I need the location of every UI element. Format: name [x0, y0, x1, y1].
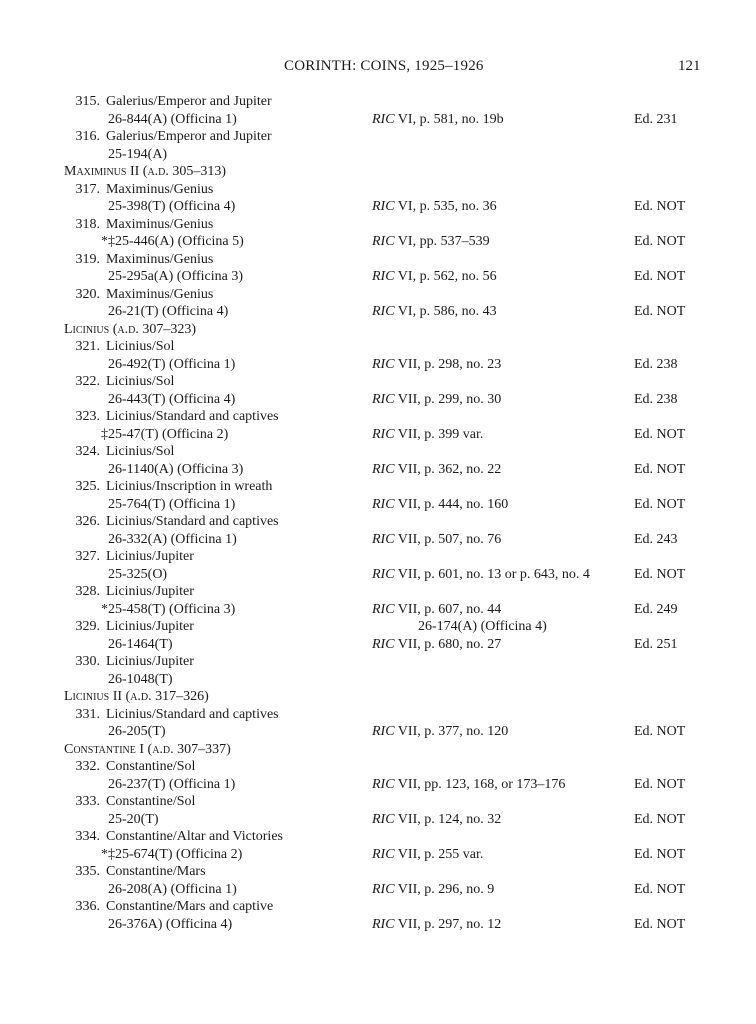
ruler-dates: (a.d. 305–313) — [142, 164, 227, 179]
ruler-name: Maximinus II — [64, 164, 140, 179]
entry-description: Licinius/Standard and captives — [106, 514, 279, 529]
reference-series: RIC — [372, 881, 395, 897]
entry-number: 332. — [75, 759, 100, 774]
catalogue-entry — [0, 181, 756, 216]
ruler-heading — [64, 163, 756, 181]
entry-number: 323. — [75, 409, 100, 424]
inventory-number: 25-295a(A) (Officina 3) — [108, 269, 244, 284]
catalogue-entry — [0, 443, 756, 478]
ruler-dates: (a.d. 307–337) — [147, 741, 231, 757]
catalogue-entry — [0, 653, 756, 688]
entry-number: 316. — [75, 129, 100, 144]
inventory-number: 25-325(O) — [108, 566, 168, 582]
entry-number: 326. — [75, 514, 100, 529]
edwards-reference: Ed. NOT — [634, 811, 686, 827]
entry-description: Licinius/Jupiter — [106, 584, 194, 599]
entry-number: 329. — [75, 619, 100, 634]
catalogue-entry — [0, 216, 756, 251]
entry-description: Maximinus/Genius — [106, 286, 214, 302]
catalogue-entry — [0, 758, 756, 793]
catalogue-entry — [0, 706, 756, 741]
entry-description: Licinius/Standard and captives — [106, 706, 279, 722]
entry-number: 327. — [75, 549, 100, 564]
reference-text: VI, p. 581, no. 19b — [394, 111, 504, 127]
coin-catalogue — [0, 93, 756, 933]
inventory-number: 26-237(T) (Officina 1) — [108, 776, 236, 792]
entry-description: Galerius/Emperor and Jupiter — [106, 94, 272, 109]
reference-series: RIC — [372, 304, 395, 319]
edwards-reference: Ed. NOT — [634, 496, 686, 512]
edwards-reference: Ed. NOT — [634, 269, 686, 284]
catalogue-entry — [0, 128, 756, 163]
reference-series: RIC — [372, 356, 395, 372]
entry-description: Constantine/Sol — [106, 759, 196, 774]
entry-number: 320. — [75, 286, 100, 302]
reference-series: RIC — [372, 531, 395, 547]
edwards-reference: Ed. NOT — [634, 566, 686, 582]
inventory-number: 25-764(T) (Officina 1) — [108, 496, 236, 512]
inventory-number: 26-208(A) (Officina 1) — [108, 881, 237, 897]
entry-number: 333. — [75, 794, 100, 809]
edwards-reference: Ed. 249 — [634, 601, 678, 617]
edwards-reference: Ed. 238 — [634, 356, 678, 372]
reference-series: RIC — [372, 234, 395, 249]
entry-number: 331. — [75, 706, 100, 722]
inventory-number: *25-458(T) (Officina 3) — [101, 601, 236, 617]
entry-description: Maximinus/Genius — [106, 251, 214, 267]
reference-series: RIC — [372, 811, 395, 827]
catalogue-entry — [0, 548, 756, 583]
reference-series: RIC — [372, 636, 395, 652]
inventory-number: 26-443(T) (Officina 4) — [108, 391, 236, 407]
edwards-reference: Ed. NOT — [634, 461, 686, 477]
entry-description: Constantine/Sol — [106, 794, 196, 809]
reference-text: VII, p. 296, no. 9 — [394, 881, 495, 897]
reference-text: VI, pp. 537–539 — [394, 234, 490, 249]
inventory-number: 26-332(A) (Officina 1) — [108, 531, 237, 547]
catalogue-entry — [0, 898, 756, 933]
reference-series: RIC — [372, 566, 395, 582]
entry-description: Licinius/Sol — [106, 444, 175, 459]
entry-description: Galerius/Emperor and Jupiter — [106, 129, 272, 144]
edwards-reference: Ed. NOT — [634, 776, 686, 792]
catalogue-entry — [0, 513, 756, 548]
ruler-dates: (a.d. 317–326) — [125, 689, 209, 704]
edwards-reference: Ed. NOT — [634, 426, 686, 442]
entry-number: 322. — [75, 374, 100, 389]
reference-text: VII, p. 298, no. 23 — [394, 356, 502, 372]
catalogue-entry — [0, 618, 756, 653]
entry-number: 321. — [75, 339, 100, 354]
reference-series: RIC — [372, 496, 395, 512]
reference-text: VI, p. 562, no. 56 — [394, 269, 497, 284]
entry-description: Constantine/Mars and captive — [106, 899, 274, 914]
entry-description: Maximinus/Genius — [106, 216, 214, 232]
reference-series: RIC — [372, 391, 395, 407]
reference-text: VII, p. 299, no. 30 — [394, 391, 502, 407]
page-header — [0, 58, 756, 78]
reference-series: RIC — [372, 199, 395, 214]
inventory-number: *‡25-674(T) (Officina 2) — [101, 846, 243, 862]
reference-additional: 26-174(A) (Officina 4) — [418, 619, 547, 634]
entry-number: 335. — [75, 864, 100, 879]
edwards-reference: Ed. 251 — [634, 636, 678, 652]
inventory-number: 25-398(T) (Officina 4) — [108, 199, 236, 214]
reference-text: VII, p. 362, no. 22 — [394, 461, 502, 477]
catalogue-entry — [0, 408, 756, 443]
reference-series: RIC — [372, 269, 395, 284]
ruler-name: Licinius II — [64, 689, 123, 704]
entry-description: Licinius/Sol — [106, 339, 175, 354]
ruler-heading — [64, 741, 756, 759]
entry-number: 315. — [75, 94, 100, 109]
reference-text: VII, p. 680, no. 27 — [394, 636, 502, 652]
reference-series: RIC — [372, 426, 395, 442]
inventory-number: 26-492(T) (Officina 1) — [108, 356, 236, 372]
reference-text: VII, p. 607, no. 44 — [394, 601, 502, 617]
entry-description: Licinius/Jupiter — [106, 619, 194, 634]
entry-description: Constantine/Altar and Victories — [106, 829, 283, 844]
edwards-reference: Ed. NOT — [634, 916, 686, 932]
edwards-reference: Ed. NOT — [634, 724, 686, 739]
edwards-reference: Ed. NOT — [634, 881, 686, 897]
reference-series: RIC — [372, 916, 395, 932]
inventory-number: *‡25-446(A) (Officina 5) — [101, 234, 244, 249]
edwards-reference: Ed. 243 — [634, 531, 678, 547]
inventory-number: 25-194(A) — [108, 146, 168, 162]
catalogue-entry — [0, 338, 756, 373]
entry-description: Licinius/Jupiter — [106, 654, 194, 669]
inventory-number: 26-376A) (Officina 4) — [108, 916, 233, 932]
ruler-dates: (a.d. 307–323) — [112, 321, 196, 337]
catalogue-entry — [0, 373, 756, 408]
edwards-reference: Ed. NOT — [634, 846, 686, 862]
inventory-number: 26-205(T) — [108, 724, 166, 739]
entry-number: 318. — [75, 216, 100, 232]
entry-number: 328. — [75, 584, 100, 599]
reference-series: RIC — [372, 111, 395, 127]
reference-text: VI, p. 535, no. 36 — [394, 199, 497, 214]
reference-text: VII, p. 444, no. 160 — [394, 496, 509, 512]
inventory-number: 26-844(A) (Officina 1) — [108, 111, 237, 127]
entry-number: 330. — [75, 654, 100, 669]
running-title: CORINTH: COINS, 1925–1926 — [284, 58, 484, 74]
catalogue-entry — [0, 828, 756, 863]
inventory-number: 25-20(T) — [108, 811, 159, 827]
ruler-heading — [64, 688, 756, 706]
edwards-reference: Ed. 238 — [634, 391, 678, 407]
inventory-number: 26-1048(T) — [108, 671, 173, 687]
reference-text: VII, p. 124, no. 32 — [394, 811, 502, 827]
ruler-name: Licinius — [64, 321, 110, 337]
inventory-number: 26-1140(A) (Officina 3) — [108, 461, 244, 477]
reference-text: VII, p. 399 var. — [394, 426, 484, 442]
catalogue-entry — [0, 478, 756, 513]
inventory-number: 26-1464(T) — [108, 636, 173, 652]
catalogue-entry — [0, 286, 756, 321]
entry-number: 319. — [75, 251, 100, 267]
catalogue-entry — [0, 93, 756, 128]
reference-text: VII, p. 507, no. 76 — [394, 531, 502, 547]
reference-series: RIC — [372, 846, 395, 862]
edwards-reference: Ed. NOT — [634, 234, 686, 249]
entry-number: 317. — [75, 181, 100, 197]
page-number: 121 — [678, 58, 701, 74]
catalogue-entry — [0, 793, 756, 828]
entry-description: Licinius/Jupiter — [106, 549, 194, 564]
entry-number: 336. — [75, 899, 100, 914]
catalogue-entry — [0, 251, 756, 286]
reference-series: RIC — [372, 776, 395, 792]
reference-text: VI, p. 586, no. 43 — [394, 304, 497, 319]
reference-text: VII, pp. 123, 168, or 173–176 — [394, 776, 566, 792]
edwards-reference: Ed. NOT — [634, 304, 686, 319]
entry-description: Licinius/Standard and captives — [106, 409, 279, 424]
entry-number: 325. — [75, 479, 100, 494]
catalogue-entry — [0, 863, 756, 898]
entry-number: 324. — [75, 444, 100, 459]
reference-text: VII, p. 377, no. 120 — [394, 724, 509, 739]
entry-description: Constantine/Mars — [106, 864, 206, 879]
ruler-heading — [64, 321, 756, 339]
edwards-reference: Ed. 231 — [634, 111, 678, 127]
ruler-name: Constantine I — [64, 741, 145, 757]
entry-description: Licinius/Sol — [106, 374, 175, 389]
entry-description: Licinius/Inscription in wreath — [106, 479, 273, 494]
reference-series: RIC — [372, 724, 395, 739]
reference-text: VII, p. 297, no. 12 — [394, 916, 502, 932]
reference-text: VII, p. 255 var. — [394, 846, 484, 862]
reference-series: RIC — [372, 601, 395, 617]
entry-description: Maximinus/Genius — [106, 181, 214, 197]
reference-text: VII, p. 601, no. 13 or p. 643, no. 4 — [394, 566, 590, 582]
inventory-number: 26-21(T) (Officina 4) — [108, 304, 229, 319]
edwards-reference: Ed. NOT — [634, 199, 686, 214]
inventory-number: ‡25-47(T) (Officina 2) — [101, 426, 229, 442]
reference-series: RIC — [372, 461, 395, 477]
entry-number: 334. — [75, 829, 100, 844]
